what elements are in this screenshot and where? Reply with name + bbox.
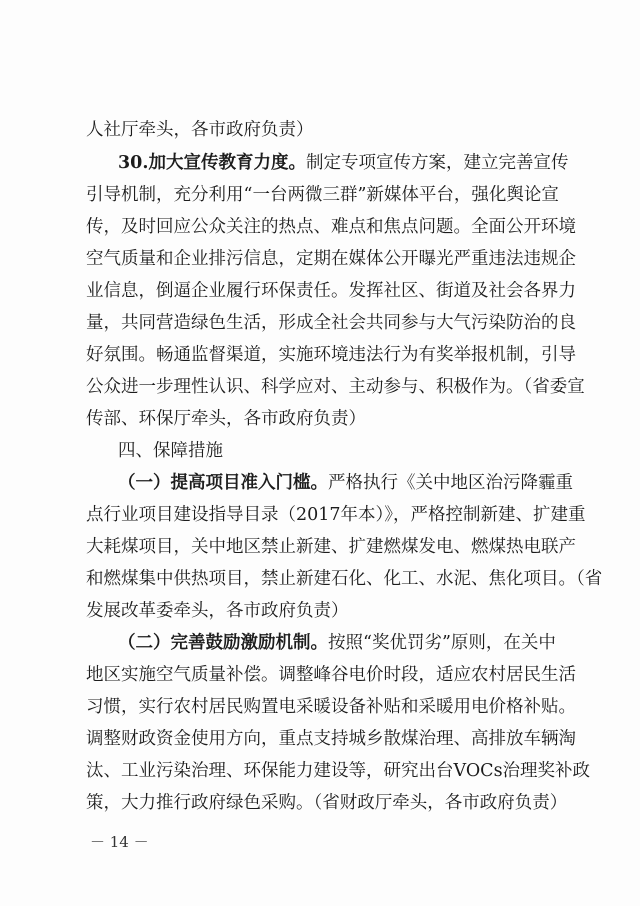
text-line	[0, 534, 640, 560]
subsection-two-heading: （二）完善鼓励激励机制。	[118, 633, 328, 653]
text-line-content: 和燃煤集中供热项目，禁止新建石化、化工、水泥、焦化项目。（省	[86, 569, 603, 589]
text-line	[0, 310, 640, 336]
section-30-heading: 30.加大宣传教育力度。	[118, 153, 306, 173]
text-line-content: 业信息，倒逼企业履行环保责任。发挥社区、街道及社会各界力	[86, 281, 576, 301]
text-line	[0, 790, 640, 816]
text-line-content: 传部、环保厅牵头，各市政府负责）	[86, 409, 366, 429]
text-line-content: 严格执行《关中地区治污降霾重	[328, 473, 573, 493]
text-line-content: 地区实施空气质量补偿。调整峰谷电价时段，适应农村居民生活	[86, 665, 576, 685]
text-line	[0, 278, 640, 304]
section-four-title-text: 四、保障措施	[118, 441, 223, 461]
text-line	[0, 566, 640, 592]
text-line	[0, 726, 640, 752]
text-line-content: 大耗煤项目，关中地区禁止新建、扩建燃煤发电、燃煤热电联产	[86, 537, 576, 557]
text-line	[0, 117, 640, 143]
subsection-one-heading: （一）提高项目准入门槛。	[118, 473, 328, 493]
subsection-one-line	[0, 470, 640, 496]
text-line-content: 量，共同营造绿色生活，形成全社会共同参与大气污染防治的良	[86, 313, 576, 333]
text-line	[0, 342, 640, 368]
text-line	[0, 758, 640, 784]
text-line-content: 制定专项宣传方案，建立完善宣传	[305, 153, 569, 173]
section-30-line	[0, 150, 640, 176]
text-line	[0, 694, 640, 720]
text-line	[0, 214, 640, 240]
subsection-two-line	[0, 630, 640, 656]
text-line	[0, 182, 640, 208]
text-line-content: 按照“奖优罚劣”原则，在关中	[328, 633, 556, 653]
text-line	[0, 406, 640, 432]
text-line-content: 空气质量和企业排污信息，定期在媒体公开曝光严重违法违规企	[86, 249, 576, 269]
text-line	[0, 374, 640, 400]
text-line-content: 引导机制，充分利用“一台两微三群”新媒体平台，强化舆论宣	[86, 185, 559, 205]
text-line-content: 人社厅牵头，各市政府负责）	[86, 120, 314, 140]
text-line-content: 汰、工业污染治理、环保能力建设等，研究出台VOCs治理奖补政	[86, 761, 591, 781]
text-line	[0, 246, 640, 272]
text-line-content: 好氛围。畅通监督渠道，实施环境违法行为有奖举报机制，引导	[86, 345, 576, 365]
text-line-content: 点行业项目建设指导目录（2017年本）》，严格控制新建、扩建重	[86, 505, 586, 525]
page-number: － 14 －	[90, 833, 149, 851]
text-line	[0, 662, 640, 688]
section-four-title	[0, 438, 640, 464]
text-line-content: 传，及时回应公众关注的热点、难点和焦点问题。全面公开环境	[86, 217, 576, 237]
text-line-content: 公众进一步理性认识、科学应对、主动参与、积极作为。（省委宣	[86, 377, 585, 397]
text-line-content: 习惯，实行农村居民购置电采暖设备补贴和采暖用电价格补贴。	[86, 697, 576, 717]
text-line	[0, 502, 640, 528]
text-line-content: 调整财政资金使用方向，重点支持城乡散煤治理、高排放车辆淘	[86, 729, 576, 749]
text-line-content: 发展改革委牵头，各市政府负责）	[86, 601, 349, 621]
text-line	[0, 598, 640, 624]
text-line-content: 策，大力推行政府绿色采购。（省财政厅牵头，各市政府负责）	[86, 793, 568, 813]
